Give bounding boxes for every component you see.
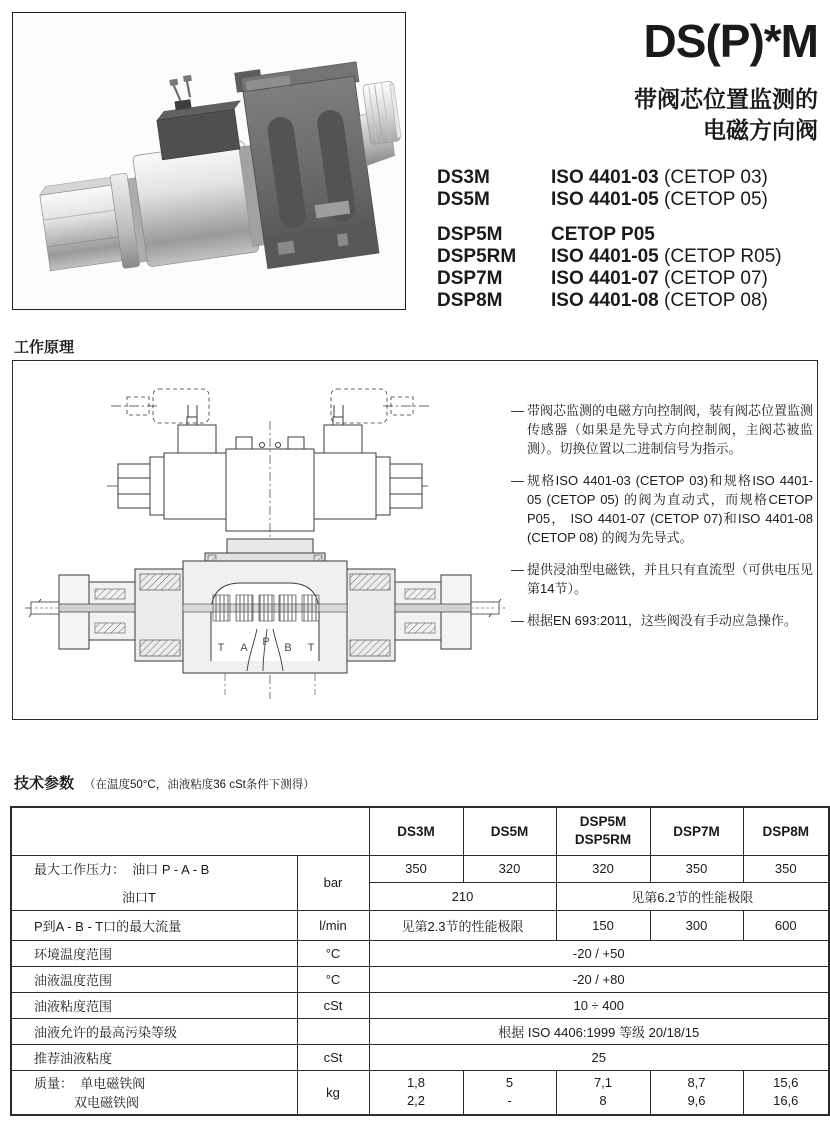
model-name: DSP5RM [437,246,517,267]
pressure-value-ds3m: 350 [369,855,463,882]
bullet-dash: — [511,473,524,488]
table-row-max-pressure [11,855,829,882]
working-principle-notes [511,401,813,643]
model-name: DS3M [437,167,490,188]
mass-double-value: 16,6 [773,1093,799,1109]
flow-value-left: 见第2.3节的性能极限 [369,910,556,940]
bullet-dash: — [511,613,524,628]
fluid-temp-value: -20 / +80 [369,966,829,992]
spec-unit-celsius: °C [297,940,369,966]
header-empty-cell [11,807,369,855]
spec-label-mass [11,1070,297,1115]
model-spec-cetop: (CETOP 07) [658,268,768,289]
bullet-text: 提供浸油型电磁铁，并且只有直流型（可供电压见第14节）。 [527,562,814,596]
mass-single-value: 7,1 [593,1075,613,1091]
model-row [437,268,782,290]
model-row [437,167,782,189]
port-label-t1: T [217,642,225,654]
recommended-viscosity-value: 25 [369,1044,829,1070]
section-title-working-principle: 工作原理 [14,339,75,356]
model-spec-cetop: (CETOP 05) [658,189,768,210]
model-spec: CETOP P05 [551,224,655,245]
model-spec: ISO 4401-05 [551,189,659,210]
section-title-technical-data [14,772,315,793]
mass-double-label: 双电磁铁阀 [74,1095,140,1111]
port-label-t2: T [307,642,315,654]
model-row [437,189,782,211]
column-header-dsp5m: DSP5M [579,814,627,830]
mass-value-ds3m [369,1070,463,1115]
column-header-dsp5m-dsp5rm [556,807,650,855]
principle-bullet [511,560,813,598]
working-principle-box [12,360,818,720]
port-label-b: B [284,642,292,654]
page-title: DS(P)*M [643,15,818,67]
mass-double-value: 8 [599,1093,607,1109]
column-header-ds3m: DS3M [369,807,463,855]
mass-value-dsp8m [743,1070,829,1115]
bullet-text: 带阀芯监测的电磁方向控制阀，装有阀芯位置监测传感器（如果是先导式方向控制阀，主阀芯被监测）。切换位置以二进制信号为指示。 [527,403,814,456]
spec-unit-celsius: °C [297,966,369,992]
bullet-dash: — [511,562,524,577]
flow-value-dsp7m: 300 [650,910,743,940]
mass-single-label: 单电磁铁阀 [80,1076,146,1092]
spec-unit-kg: kg [297,1070,369,1115]
model-row [437,246,782,268]
ambient-temp-value: -20 / +50 [369,940,829,966]
model-row [437,290,782,312]
technical-specs-table [10,806,830,1116]
valve-photo-illustration [13,13,405,309]
spec-label-recommended-viscosity: 推荐油液粘度 [11,1044,297,1070]
measurement-condition-note: （在温度50°C，油液粘度36 cSt条件下测得） [84,779,315,791]
flow-value-dsp8m: 600 [743,910,829,940]
spec-label-max-flow: P到A - B - T口的最大流量 [11,910,297,940]
bullet-dash: — [511,403,524,418]
spec-unit-lmin: l/min [297,910,369,940]
model-spec: ISO 4401-07 [551,268,659,289]
spec-label-max-pressure [11,855,297,910]
mass-value-dsp5m [556,1070,650,1115]
bullet-text: 根据EN 693:2011，这些阀没有手动应急操作。 [527,613,797,628]
model-row [437,224,782,246]
model-name: DSP8M [437,290,503,311]
pressure-value-ds5m: 320 [463,855,556,882]
mass-single-value: 15,6 [773,1075,799,1091]
spec-label-contamination: 油液允许的最高污染等级 [11,1018,297,1044]
column-header-ds5m: DS5M [463,807,556,855]
mass-double-value: 9,6 [687,1093,706,1109]
mass-double-value: - [507,1093,512,1109]
model-list [437,167,782,312]
model-spec-cetop: (CETOP 08) [658,290,768,311]
mass-single-value: 5 [505,1075,514,1091]
port-label-a: A [240,642,248,654]
mass-single-value: 1,8 [406,1075,426,1091]
max-pressure-ports-pab: 油口 P - A - B [132,862,210,877]
spec-label-fluid-temp: 油液温度范围 [11,966,297,992]
max-pressure-port-t: 油口T [122,890,156,905]
model-spec: ISO 4401-08 [551,290,659,311]
table-header-row [11,807,829,855]
spec-unit-cst: cSt [297,1044,369,1070]
port-label-p: P [262,636,270,648]
product-photo [12,12,406,310]
table-row-ambient-temp [11,940,829,966]
viscosity-range-value: 10 ÷ 400 [369,992,829,1018]
pressure-value-dsp5m: 320 [556,855,650,882]
flow-value-dsp5m: 150 [556,910,650,940]
spec-label-viscosity-range: 油液粘度范围 [11,992,297,1018]
mass-double-value: 2,2 [406,1093,426,1109]
spec-label-ambient-temp: 环境温度范围 [11,940,297,966]
table-row-mass [11,1070,829,1115]
mass-value-ds5m [463,1070,556,1115]
mass-single-value: 8,7 [687,1075,706,1091]
model-spec-cetop: (CETOP R05) [658,246,782,267]
model-name: DSP5M [437,224,503,245]
principle-bullet [511,401,813,458]
table-row-recommended-viscosity [11,1044,829,1070]
page-subtitle [634,84,818,146]
table-row-viscosity-range [11,992,829,1018]
principle-bullet [511,611,813,630]
column-header-dsp8m: DSP8M [743,807,829,855]
subtitle-line-1: 带阀芯位置监测的 [634,86,818,112]
table-row-contamination [11,1018,829,1044]
model-spec: ISO 4401-03 [551,167,659,188]
mass-label: 质量： [34,1076,74,1092]
bullet-text: 规格ISO 4401-03 (CETOP 03)和规格ISO 4401-05 (CETOP 05) 的阀为直动式，而规格CETOP P05， ISO 4401-07 (CETOP 07)和ISO 4401-08 (CETOP 08) 的阀为先导式。 [527,473,813,545]
pressure-value-dsp7m: 350 [650,855,743,882]
spec-unit-empty [297,1018,369,1044]
table-row-max-flow [11,910,829,940]
model-name: DS5M [437,189,490,210]
spec-unit-cst: cSt [297,992,369,1018]
pressure-value-dsp8m: 350 [743,855,829,882]
column-header-dsp7m: DSP7M [650,807,743,855]
technical-data-label: 技术参数 [14,775,75,792]
model-name: DSP7M [437,268,503,289]
model-spec-cetop: (CETOP 03) [658,167,768,188]
spec-unit-bar: bar [297,855,369,910]
mass-value-dsp7m [650,1070,743,1115]
model-spec: ISO 4401-05 [551,246,659,267]
max-pressure-label: 最大工作压力： [34,862,126,877]
subtitle-line-2: 电磁方向阀 [703,117,818,143]
table-row-fluid-temp [11,966,829,992]
contamination-value: 根据 ISO 4406:1999 等级 20/18/15 [369,1018,829,1044]
valve-cross-section-diagram [15,361,515,717]
port-t-value-left: 210 [369,882,556,910]
port-t-value-right: 见第6.2节的性能极限 [556,882,829,910]
column-header-dsp5rm: DSP5RM [574,832,632,848]
principle-bullet [511,471,813,547]
